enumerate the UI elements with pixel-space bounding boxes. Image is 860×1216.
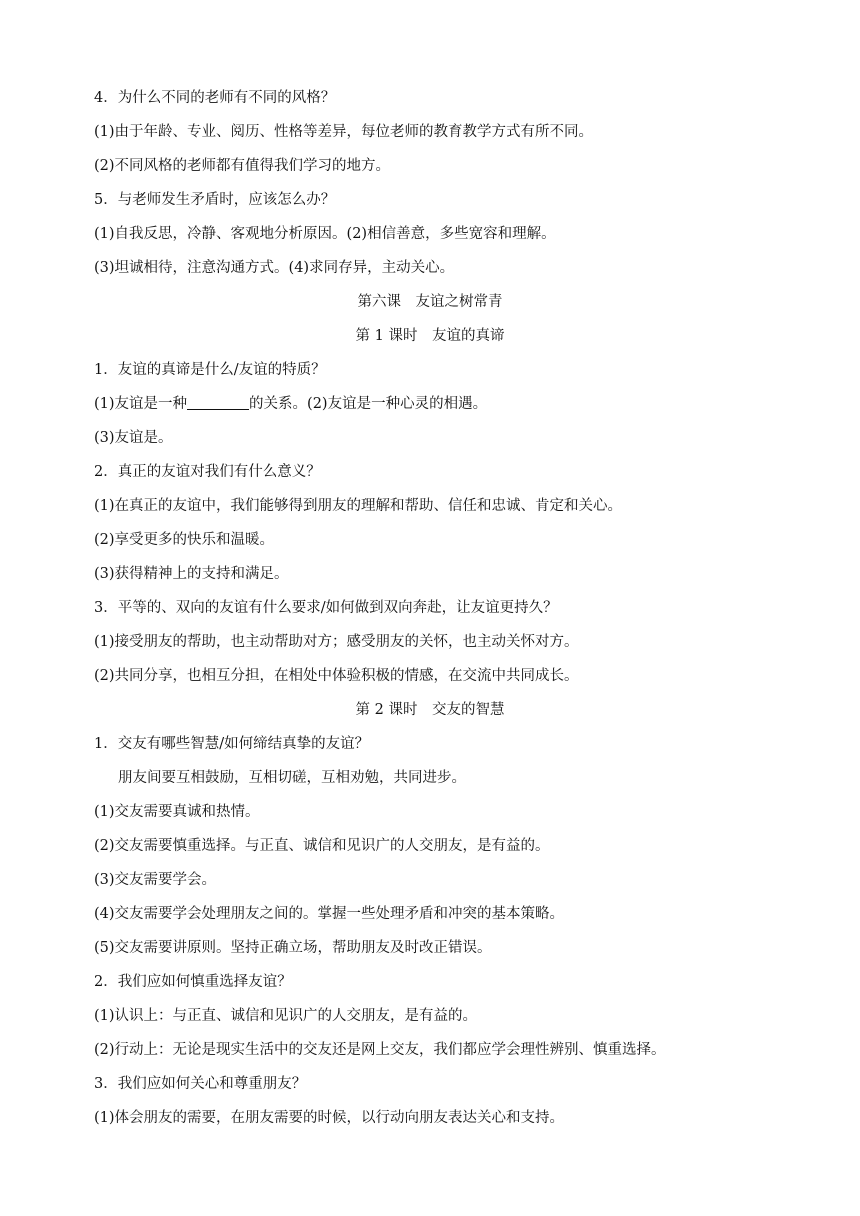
lesson-title: 第六课 友谊之树常青 — [357, 294, 503, 310]
answer-4-2: (2)不同风格的老师都有值得我们学习的地方。 — [94, 158, 391, 174]
answer-3-2: (2)共同分享，也相互分担，在相处中体验积极的情感，在交流中共同成长。 — [94, 668, 579, 684]
section-title-2: 第 2 课时 交友的智慧 — [355, 702, 505, 718]
question-3: 3．平等的、双向的友谊有什么要求/如何做到双向奔赴，让友谊更持久？ — [94, 600, 558, 616]
wisdom-5: (5)交友需要讲原则。坚持正确立场，帮助朋友及时改正错误。 — [94, 940, 492, 956]
answer-1-2: (3)友谊是。 — [94, 430, 173, 446]
question-1: 1．友谊的真谛是什么/友谊的特质？ — [94, 362, 326, 378]
wisdom-3: (3)交友需要学会。 — [94, 872, 217, 888]
question-5: 5．与老师发生矛盾时，应该怎么办？ — [94, 192, 336, 208]
wisdom-2: (2)交友需要慎重选择。与正直、诚信和见识广的人交朋友，是有益的。 — [94, 838, 550, 854]
fill-blank — [187, 395, 249, 410]
answer-1-1-end: 的关系。(2)友谊是一种心灵的相遇。 — [249, 396, 488, 412]
choose-1: (1)认识上：与正直、诚信和见识广的人交朋友，是有益的。 — [94, 1008, 478, 1024]
answer-1-1 — [94, 394, 487, 414]
question-2: 2．真正的友谊对我们有什么意义？ — [94, 464, 321, 480]
question-friendship-wisdom: 1．交友有哪些智慧/如何缔结真挚的友谊？ — [94, 736, 370, 752]
choose-2: (2)行动上：无论是现实生活中的交友还是网上交友，我们都应学会理性辨别、慎重选择。 — [94, 1042, 666, 1058]
answer-2-3: (3)获得精神上的支持和满足。 — [94, 566, 289, 582]
question-care: 3．我们应如何关心和尊重朋友？ — [94, 1076, 307, 1092]
answer-2-1: (1)在真正的友谊中，我们能够得到朋友的理解和帮助、信任和忠诚、肯定和关心。 — [94, 498, 623, 514]
answer-5-1: (1)自我反思，冷静、客观地分析原因。(2)相信善意，多些宽容和理解。 — [94, 226, 556, 242]
wisdom-1: (1)交友需要真诚和热情。 — [94, 804, 260, 820]
section-title-1: 第 1 课时 友谊的真谛 — [355, 328, 505, 344]
wisdom-4: (4)交友需要学会处理朋友之间的。掌握一些处理矛盾和冲突的基本策略。 — [94, 906, 565, 922]
answer-1-1-start: (1)友谊是一种 — [94, 396, 188, 412]
care-1: (1)体会朋友的需要，在朋友需要的时候，以行动向朋友表达关心和支持。 — [94, 1110, 565, 1126]
question-choose: 2．我们应如何慎重选择友谊？ — [94, 974, 292, 990]
intro-sentence: 朋友间要互相鼓励，互相切磋，互相劝勉，共同进步。 — [118, 770, 466, 786]
answer-4-1: (1)由于年龄、专业、阅历、性格等差异，每位老师的教育教学方式有所不同。 — [94, 124, 594, 140]
question-4: 4．为什么不同的老师有不同的风格？ — [94, 90, 336, 106]
answer-2-2: (2)享受更多的快乐和温暖。 — [94, 532, 275, 548]
answer-5-2: (3)坦诚相待，注意沟通方式。(4)求同存异，主动关心。 — [94, 260, 455, 276]
answer-3-1: (1)接受朋友的帮助，也主动帮助对方；感受朋友的关怀，也主动关怀对方。 — [94, 634, 579, 650]
